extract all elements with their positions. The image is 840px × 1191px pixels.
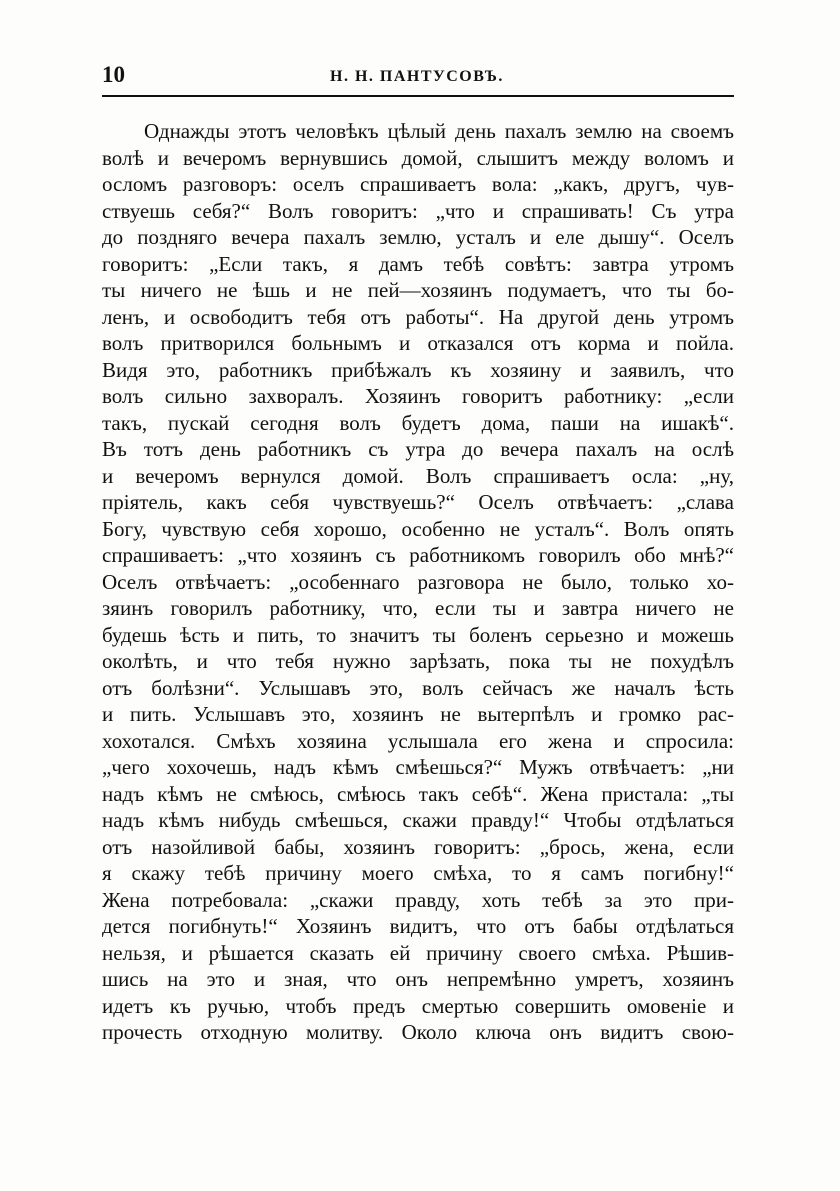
text-line: отъ болѣзни“. Услышавъ это, волъ сейчасъ же началъ ѣсть	[102, 675, 734, 700]
text-line: и вечеромъ вернулся домой. Волъ спрашиваетъ осла: „ну,	[102, 463, 734, 488]
text-line: зяинъ говорилъ работнику, что, если ты и завтра ничего не	[102, 596, 734, 620]
page-header	[102, 62, 734, 92]
text-line: прочесть отходную молитву. Около ключа онъ видитъ свою-	[102, 1020, 734, 1044]
text-line: дется погибнуть!“ Хозяинъ видитъ, что отъ бабы отдѣлаться	[102, 914, 734, 938]
page-number: 10	[102, 62, 125, 87]
text-line: и пить. Услышавъ это, хозяинъ не вытерпѣлъ и громко рас-	[102, 702, 734, 726]
text-line: ленъ, и освободитъ тебя отъ работы“. На другой день утромъ	[102, 304, 734, 329]
text-line: отъ назойливой бабы, хозяинъ говоритъ: „брось, жена, если	[102, 834, 734, 859]
text-line: будешь ѣсть и пить, то значитъ ты боленъ серьезно и можешь	[102, 622, 734, 647]
text-line: осломъ разговоръ: оселъ спрашиваетъ вола: „какъ, другъ, чув-	[102, 172, 734, 196]
text-line: идетъ къ ручью, чтобъ предъ смертью совершить омовеніе и	[102, 993, 734, 1018]
body-text	[102, 118, 734, 1046]
text-line: волъ сильно захворалъ. Хозяинъ говоритъ работнику: „если	[102, 384, 734, 408]
text-line: нельзя, и рѣшается сказать ей причину своего смѣха. Рѣшив-	[102, 940, 734, 965]
running-head: Н. Н. ПАНТУСОВЪ.	[330, 68, 504, 85]
text-line: хохотался. Смѣхъ хозяина услышала его жена и спросила:	[102, 728, 734, 753]
text-line: волѣ и вечеромъ вернувшись домой, слышитъ между воломъ и	[102, 145, 734, 170]
text-line: Въ тотъ день работникъ съ утра до вечера пахалъ на ослѣ	[102, 437, 734, 461]
text-line: Оселъ отвѣчаетъ: „особеннаго разговора не было, только хо-	[102, 569, 734, 594]
text-line: Жена потребовала: „скажи правду, хоть тебѣ за это при-	[102, 887, 734, 912]
text-line: пріятель, какъ себя чувствуешь?“ Оселъ отвѣчаетъ: „слава	[102, 490, 734, 514]
text-line: волъ притворился больнымъ и отказался отъ корма и пойла.	[102, 331, 734, 355]
text-line: ствуешь себя?“ Волъ говоритъ: „что и спрашивать! Съ утра	[102, 198, 734, 223]
text-line: такъ, пускай сегодня волъ будетъ дома, паши на ишакѣ“.	[102, 410, 734, 435]
text-line: говоритъ: „Если такъ, я дамъ тебѣ совѣтъ: завтра утромъ	[102, 251, 734, 276]
text-line: ты ничего не ѣшь и не пей—хозяинъ подумаетъ, что ты бо-	[102, 278, 734, 302]
text-line: Видя это, работникъ прибѣжалъ къ хозяину и заявилъ, что	[102, 357, 734, 382]
text-line: Богу, чувствую себя хорошо, особенно не усталъ“. Волъ опять	[102, 516, 734, 541]
text-line: околѣть, и что тебя нужно зарѣзать, пока ты не похудѣлъ	[102, 649, 734, 673]
text-line: „чего хохочешь, надъ кѣмъ смѣешься?“ Мужъ отвѣчаетъ: „ни	[102, 755, 734, 779]
text-line: спрашиваетъ: „что хозяинъ съ работникомъ говорилъ обо мнѣ?“	[102, 543, 734, 567]
text-line: шись на это и зная, что онъ непремѣнно умретъ, хозяинъ	[102, 967, 734, 991]
header-rule	[102, 95, 734, 97]
text-line: Однажды этотъ человѣкъ цѣлый день пахалъ землю на своемъ	[144, 119, 734, 143]
text-line: я скажу тебѣ причину моего смѣха, то я самъ погибну!“	[102, 861, 734, 885]
text-line: надъ кѣмъ нибудь смѣешься, скажи правду!“ Чтобы отдѣлаться	[102, 808, 734, 832]
text-line: до поздняго вечера пахалъ землю, усталъ и еле дышу“. Оселъ	[102, 225, 734, 249]
text-line: надъ кѣмъ не смѣюсь, смѣюсь такъ себѣ“. Жена пристала: „ты	[102, 781, 734, 806]
